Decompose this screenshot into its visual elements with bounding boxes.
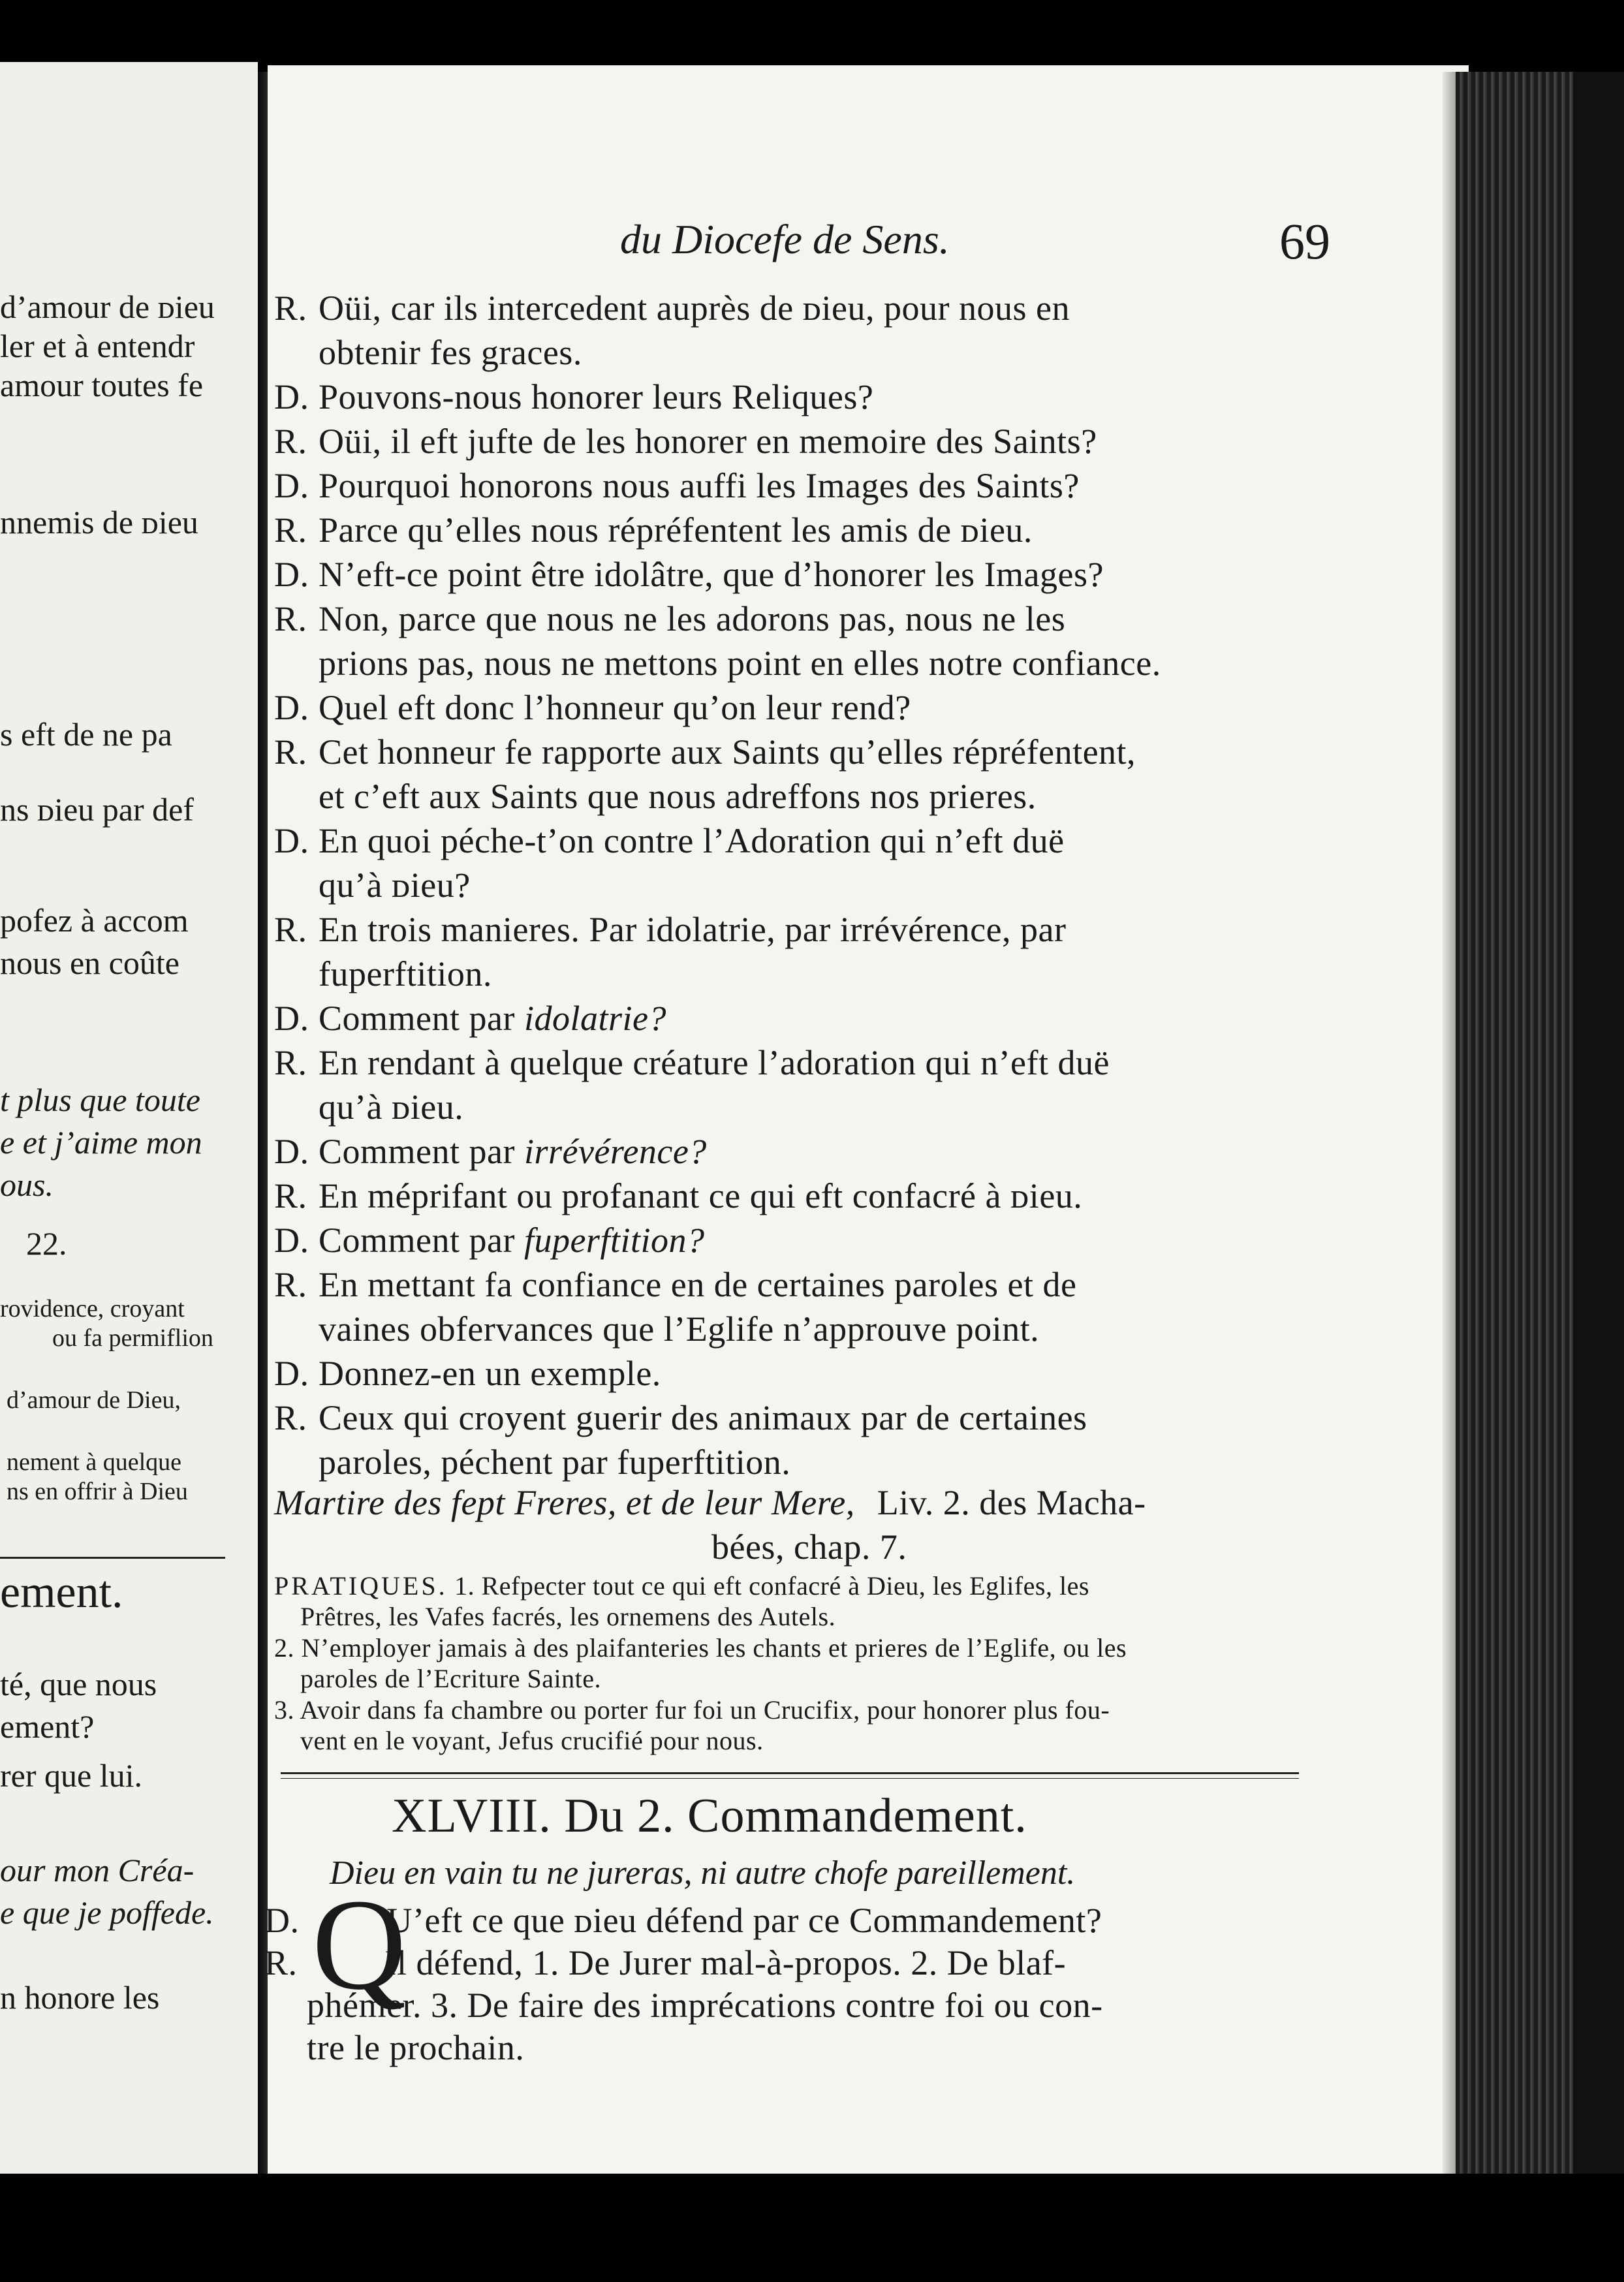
qa-text: En quoi péche-t’on contre l’Adoration qui n’eft duë xyxy=(319,821,1065,860)
left-page-line: nement à quelque xyxy=(7,1448,182,1476)
qa-tag: D. xyxy=(274,466,309,505)
left-page-line: ns en offrir à Dieu xyxy=(7,1478,188,1505)
scan-border-top xyxy=(0,0,1624,72)
qa-text: et c’eft aux Saints que nous adreffons nos prieres. xyxy=(319,777,1037,816)
left-page-line: e et j’aime mon xyxy=(0,1124,202,1161)
qa-tag: R. xyxy=(274,289,307,328)
qa-tag: D. xyxy=(274,1132,309,1171)
qa-line xyxy=(274,376,873,418)
left-page-line: e que je poffede. xyxy=(0,1894,214,1931)
left-page-line: ement. xyxy=(0,1567,123,1618)
qa-text: En mettant fa confiance en de certaines paroles et de xyxy=(319,1265,1077,1304)
pratiques-item: Prêtres, les Vafes facrés, les ornemens des Autels. xyxy=(300,1602,836,1631)
qa-line xyxy=(274,287,1070,329)
section-title: XLVIII. Du 2. Commandement. xyxy=(392,1789,1027,1843)
left-page-line: d’amour de ᴅieu xyxy=(0,289,215,325)
qa-line xyxy=(274,465,1080,507)
qa-italic-term: fuperftition? xyxy=(523,1221,705,1260)
qa-text: En trois manieres. Par idolatrie, par irrévérence, par xyxy=(319,910,1067,949)
qa-line xyxy=(274,1441,790,1483)
left-page-line: amour toutes fe xyxy=(0,367,204,403)
qa-tag: R. xyxy=(274,732,307,772)
qa-tag: D. xyxy=(274,555,309,594)
section-rule xyxy=(281,1778,1299,1779)
left-page-line: t plus que toute xyxy=(0,1082,200,1118)
qa-italic-term: irrévérence? xyxy=(523,1132,707,1171)
martyr-note xyxy=(274,1482,1146,1524)
qa-line xyxy=(274,554,1104,595)
qa-text: qu’à ᴅieu? xyxy=(319,866,471,905)
qa-tag: D. xyxy=(274,1354,309,1393)
section-line: tre le prochain. xyxy=(307,2028,525,2067)
qa-text: Comment par xyxy=(319,999,515,1038)
qa-line xyxy=(274,909,1067,950)
qa-text: Quel eft donc l’honneur qu’on leur rend? xyxy=(319,688,911,727)
qa-tag: R. xyxy=(274,510,307,550)
left-facing-page xyxy=(0,62,258,2177)
qa-line xyxy=(274,775,1037,817)
qa-text: Pourquoi honorons nous auffi les Images des Saints? xyxy=(319,466,1080,505)
section-line xyxy=(264,1899,1102,1941)
qa-line xyxy=(274,598,1065,640)
pratiques-item: 1. Refpecter tout ce qui eft confacré à Dieu, les Eglifes, les xyxy=(454,1571,1089,1601)
qa-text: Donnez-en un exemple. xyxy=(319,1354,661,1393)
qa-text: Parce qu’elles nous répréfentent les amis de ᴅieu. xyxy=(319,510,1033,550)
qa-line xyxy=(274,820,1065,862)
qa-text: qu’à ᴅieu. xyxy=(319,1087,464,1127)
left-page-line: rer que lui. xyxy=(0,1757,142,1794)
qa-italic-term: idolatrie? xyxy=(523,999,666,1038)
qa-line xyxy=(274,1264,1076,1305)
qa-tag: R. xyxy=(274,1043,307,1082)
qa-text: fuperftition. xyxy=(319,954,492,993)
pratiques-item: paroles de l’Ecriture Sainte. xyxy=(300,1664,601,1693)
qa-tag: R. xyxy=(274,1265,307,1304)
section-line: phémer. 3. De faire des imprécations contre foi ou con- xyxy=(307,1986,1103,2025)
qa-text: paroles, péchent par fuperftition. xyxy=(319,1443,791,1482)
page-block-edges xyxy=(1456,72,1573,2174)
qa-text: Cet honneur fe rapporte aux Saints qu’elles répréfentent, xyxy=(319,732,1136,772)
pratiques-item: vent en le voyant, Jefus crucifié pour nous. xyxy=(300,1726,764,1755)
left-page-line: n honore les xyxy=(0,1979,160,2016)
qa-text: N’eft-ce point être idolâtre, que d’honorer les Images? xyxy=(319,555,1104,594)
left-page-line: nnemis de ᴅieu xyxy=(0,504,198,540)
qa-text: Comment par xyxy=(319,1221,515,1260)
section-rule xyxy=(281,1772,1299,1774)
left-page-rule xyxy=(0,1557,225,1559)
qa-tag: D. xyxy=(274,688,309,727)
qa-tag: D. xyxy=(274,1221,309,1260)
qa-line xyxy=(274,420,1097,462)
left-page-line: rovidence, croyant xyxy=(0,1295,185,1322)
qa-text: Oüi, il eft jufte de les honorer en memoire des Saints? xyxy=(319,422,1097,461)
left-page-line: ns ᴅieu par def xyxy=(0,791,194,828)
martyr-note-italic: Martire des fept Freres, et de leur Mere, xyxy=(274,1483,855,1522)
qa-tag: R. xyxy=(274,599,307,638)
qa-text: Il défend, 1. De Jurer mal-à-propos. 2. De blaf- xyxy=(384,1943,1067,1982)
qa-text: prions pas, nous ne mettons point en elles notre confiance. xyxy=(319,644,1161,683)
pratiques-label: PRATIQUES. xyxy=(274,1571,448,1601)
left-page-line: té, que nous xyxy=(0,1666,157,1702)
qa-text: obtenir fes graces. xyxy=(319,333,582,372)
left-page-line: ou fa permiflion xyxy=(52,1324,213,1352)
section-line xyxy=(264,1942,1066,1984)
page-number: 69 xyxy=(1279,213,1330,270)
qa-tag: R. xyxy=(274,1176,307,1215)
section-subtitle: Dieu en vain tu ne jureras, ni autre chofe pareillement. xyxy=(330,1854,1076,1892)
qa-tag: R. xyxy=(274,422,307,461)
qa-text: Pouvons-nous honorer leurs Reliques? xyxy=(319,377,874,416)
qa-line xyxy=(274,997,666,1039)
qa-tag: R. xyxy=(264,1943,298,1982)
left-page-line: ement? xyxy=(0,1708,95,1745)
qa-tag: R. xyxy=(274,1398,307,1437)
qa-line xyxy=(274,332,582,373)
qa-line xyxy=(274,1131,707,1172)
qa-line xyxy=(274,953,492,995)
qa-tag: R. xyxy=(274,910,307,949)
left-page-line: 22. xyxy=(26,1225,67,1262)
qa-line xyxy=(274,1352,661,1394)
left-page-line: s eft de ne pa xyxy=(0,716,172,753)
martyr-note-ref-2: bées, chap. 7. xyxy=(711,1527,907,1567)
left-page-line: ler et à entendr xyxy=(0,328,195,364)
qa-line xyxy=(274,687,911,728)
left-page-line: our mon Créa- xyxy=(0,1852,195,1888)
qa-text: Non, parce que nous ne les adorons pas, nous ne les xyxy=(319,599,1066,638)
qa-line xyxy=(274,1308,1039,1350)
qa-text: U’eft ce que ᴅieu défend par ce Commandement? xyxy=(386,1901,1102,1940)
qa-text: Comment par xyxy=(319,1132,515,1171)
pratiques-item: 3. Avoir dans fa chambre ou porter fur foi un Crucifix, pour honorer plus fou- xyxy=(274,1695,1110,1725)
left-page-line: pofez à accom xyxy=(0,902,189,939)
qa-line xyxy=(274,1175,1082,1217)
qa-text: En rendant à quelque créature l’adoration qui n’eft duë xyxy=(319,1043,1110,1082)
qa-line xyxy=(274,1219,704,1261)
qa-tag: D. xyxy=(264,1901,300,1940)
qa-text: Ceux qui croyent guerir des animaux par de certaines xyxy=(319,1398,1087,1437)
running-head: du Diocefe de Sens. xyxy=(620,216,950,262)
martyr-note-ref: Liv. 2. des Macha- xyxy=(877,1483,1146,1522)
qa-line xyxy=(274,731,1136,773)
left-page-line: d’amour de Dieu, xyxy=(7,1386,181,1414)
qa-text: vaines obfervances que l’Eglife n’approuve point. xyxy=(319,1309,1040,1349)
drop-cap: Q xyxy=(312,1873,407,2017)
qa-line xyxy=(274,1042,1110,1084)
qa-text: Oüi, car ils intercedent auprès de ᴅieu, pour nous en xyxy=(319,289,1070,328)
left-page-line: ous. xyxy=(0,1166,54,1203)
pratiques-item: 2. N’employer jamais à des plaifanteries les chants et prieres de l’Eglife, ou les xyxy=(274,1633,1127,1663)
qa-line xyxy=(274,1086,463,1128)
qa-tag: D. xyxy=(274,999,309,1038)
qa-text: En méprifant ou profanant ce qui eft confacré à ᴅieu. xyxy=(319,1176,1083,1215)
qa-tag: D. xyxy=(274,821,309,860)
pratiques-line xyxy=(274,1570,1089,1602)
scan-border-bottom xyxy=(0,2174,1624,2282)
qa-tag: D. xyxy=(274,377,309,416)
qa-line xyxy=(274,864,471,906)
qa-line xyxy=(274,1397,1087,1439)
left-page-line: nous en coûte xyxy=(0,945,180,981)
qa-line xyxy=(274,642,1161,684)
qa-line xyxy=(274,509,1033,551)
